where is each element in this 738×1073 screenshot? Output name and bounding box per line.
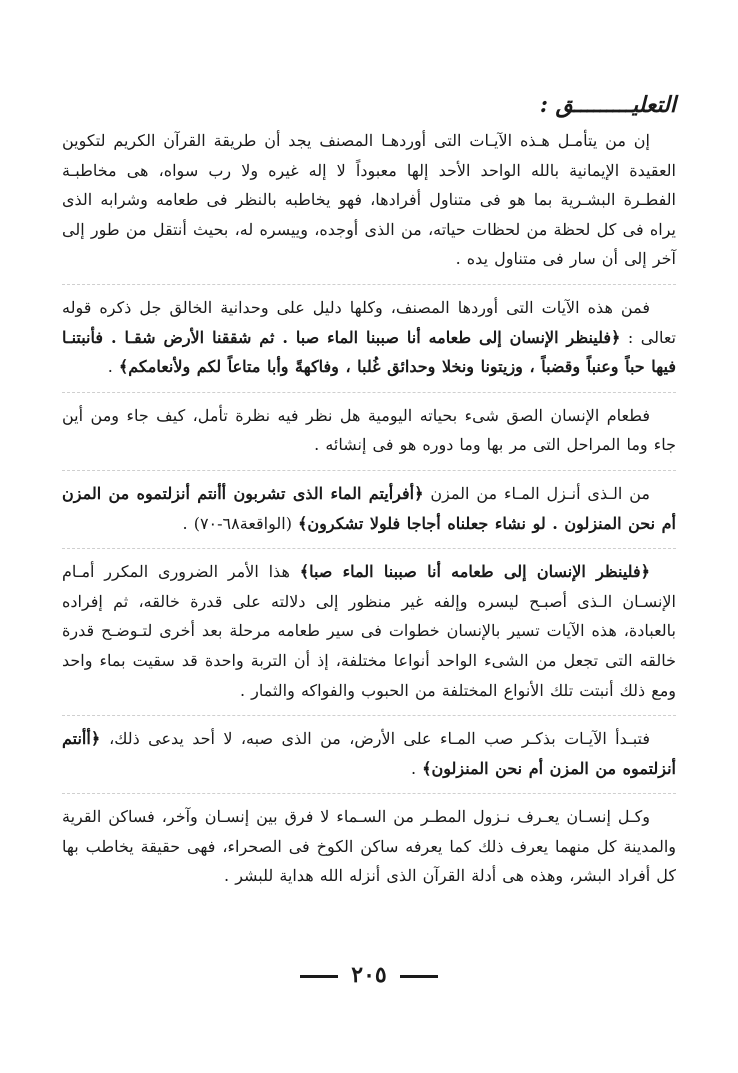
divider <box>62 548 676 549</box>
quran-quote: ﴿أأنتم أنزلتموه من المزن أم نحن المنزلون﴾ <box>62 729 676 778</box>
paragraph-7: وكـل إنسـان يعـرف نـزول المطـر من السـماء لا فرق بين إنسـان وآخر، فساكن القرية والمدينة كل منهما يعرف ذلك كما يعرفه ساكن الكوخ فى الصحراء، فهى حقيقة يخاطب بها كل أفراد البشر، وهذه هى أدلة القرآن الذى أنزله الله هداية للبشر . <box>62 807 676 886</box>
paragraph-4 <box>62 479 676 542</box>
section-heading: التعليـــــــــق : <box>539 92 676 118</box>
page-number-bar <box>300 975 338 978</box>
divider <box>62 715 676 716</box>
paragraph-2 <box>62 293 676 386</box>
paragraph-2-lead: فمن هذه الآيات التى أوردها المصنف، وكلها دليل على وحدانية الخالق جل ذكره قوله تعالى : <box>62 297 676 347</box>
quran-quote: ﴿أفرأيتم الماء الذى تشربون أأنتم أنزلتموه من المزن أم نحن المنزلون . لو نشاء جعلناه أجاجا فلولا تشكرون﴾ <box>62 483 676 533</box>
paragraph-4-tail: (الواقعة٦٨-٧٠) . <box>182 513 299 533</box>
quran-quote: ﴿فلينظر الإنسان إلى طعامه أنا صببنا الماء صبا﴾ <box>299 562 651 582</box>
quran-quote: ﴿فلينظر الإنسان إلى طعامه أنا صببنا الماء صبا . ثم شققنا الأرض شقـا . فأنبتنـا فيها حباً وعنباً وقضباً ، وزيتونا ونخلا وحدائق غُلبا ، وفاكهةً وأبا متاعاً لكم ولأنعامكم﴾ <box>62 327 676 377</box>
divider <box>62 470 676 471</box>
paragraph-6-lead: فتبـدأ الآيـات بذكـر صب المـاء على الأرض، من الذى صبه، لا أحد يدعى ذلك، <box>109 729 650 749</box>
paragraph-2-tail: . <box>107 357 119 377</box>
paragraph-5 <box>62 557 676 709</box>
divider <box>62 392 676 393</box>
paragraph-6-tail: . <box>410 758 423 778</box>
paragraph-1: إن من يتأمـل هـذه الآيـات التى أوردهـا المصنف يجد أن طريقة القرآن الكريم لتكوين العقيدة الإيمانية بالله الواحد الأحد إلها معبوداً لا إله غيره ولا رب سواه، هى مخاطبـة الفطـرة البشـرية بما هو فى متناول أفرادها، فهو يخاطبه بالنظر فى طعامه وشرابه الذى يراه فى كل لحظة من لحظات حياته، من الذى أوجده، وييسره له، بحيث أنتقل من طور إلى آخر إلى أن سار فى متناول يده . <box>62 131 677 269</box>
page-number-bar <box>400 975 438 978</box>
page-number <box>0 962 738 988</box>
paragraph-5-tail: هذا الأمر الضرورى المكرر أمـام الإنسـان الـذى أصبـح ليسره وإلفه غير منظور إلى دلالته على قدرة خالقه، ثم إفراده بالعبادة، هذه الآيات تسير بالإنسان خطوات فى سير طعامه مرحلة بعد أخرى لتـوضـح قدرة خالقه التى تجعل من الشىء الواحد أنواعا مختلفة، إذ أن التربة واحدة قد سقيت بماء واحد ومع ذلك أنبتت تلك الأنواع المختلفة من الحبوب والفواكه والثمار . <box>62 562 676 700</box>
page-number-text: ٢٠٥ <box>351 962 387 988</box>
divider <box>62 793 676 794</box>
paragraph-6 <box>62 724 676 787</box>
divider <box>62 284 676 285</box>
paragraph-3: فطعام الإنسان الصق شىء بحياته اليومية هل نظر فيه نظرة تأمل، كيف جاء ومن أين جاء وما المراحل التى مر بها وما دوره هو فى إنشائه . <box>62 405 676 455</box>
paragraph-4-lead: من الـذى أنـزل المـاء من المزن <box>430 483 650 503</box>
